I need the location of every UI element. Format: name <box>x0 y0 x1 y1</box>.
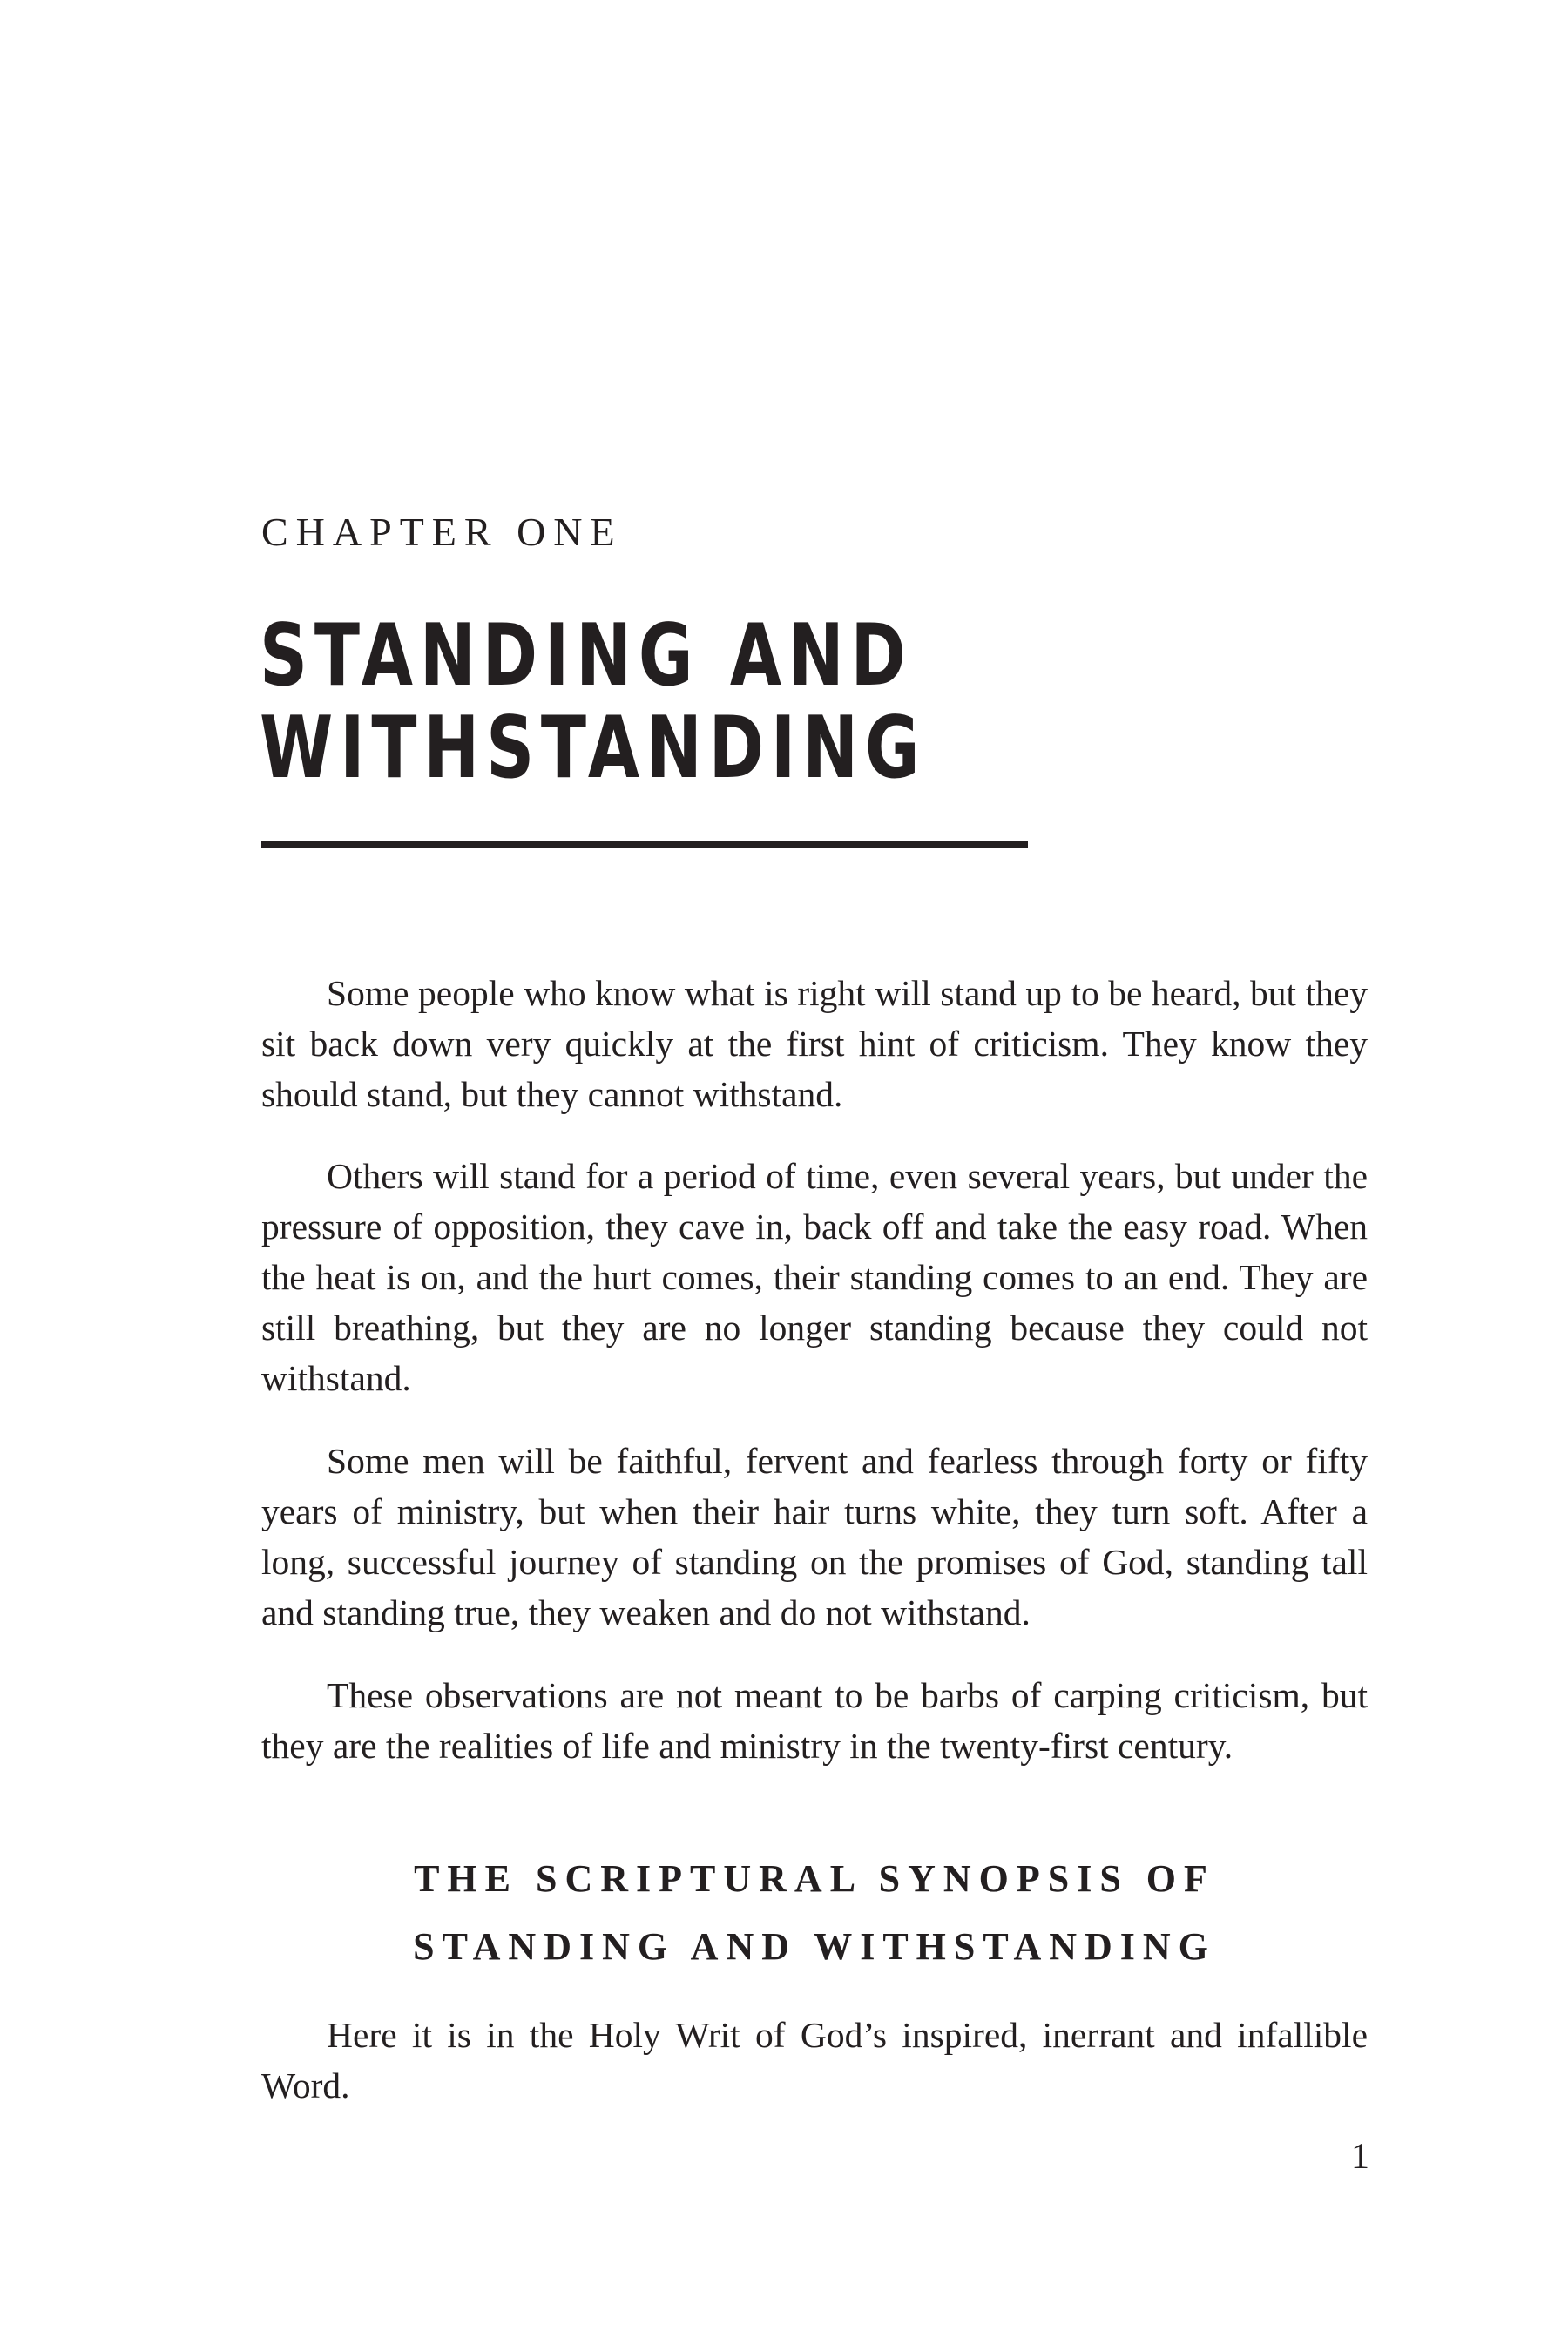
chapter-title-line-2: WITHSTANDING <box>260 699 927 798</box>
body-paragraph-1: Some people who know what is right will stand up to be heard, but they sit back down very quickly at the first hint of criticism. They know they should stand, but they cannot withstand. <box>261 973 1368 1114</box>
body-paragraph-4: These observations are not meant to be barbs of carping criticism, but they are the realities of life and ministry in the twenty-first century. <box>261 1675 1368 1766</box>
section-heading-line-1: THE SCRIPTURAL SYNOPSIS OF <box>414 1857 1215 1900</box>
page-number: 1 <box>1351 2137 1369 2177</box>
section-heading-line-2: STANDING AND WITHSTANDING <box>413 1925 1216 1968</box>
chapter-title <box>260 606 927 798</box>
body-paragraph-5: Here it is in the Holy Writ of God’s inspired, inerrant and infallible Word. <box>261 2015 1368 2105</box>
chapter-title-line-1: STANDING AND <box>260 606 913 706</box>
title-divider <box>261 841 1028 848</box>
body-paragraph-2: Others will stand for a period of time, even several years, but under the pressure of opposition, they cave in, back off and take the easy road. When the heat is on, and the hurt comes, their standing comes to an end. They are still breathing, but they are no longer standing because they could not withstand. <box>261 1156 1368 1398</box>
chapter-label: CHAPTER ONE <box>261 510 623 554</box>
body-paragraph-3: Some men will be faithful, fervent and fearless through forty or fifty years of ministry, but when their hair turns white, they turn soft. After a long, successful journey of standing on the promises of God, standing tall and standing true, they weaken and do not withstand. <box>261 1441 1368 1632</box>
section-heading <box>261 1845 1368 1981</box>
